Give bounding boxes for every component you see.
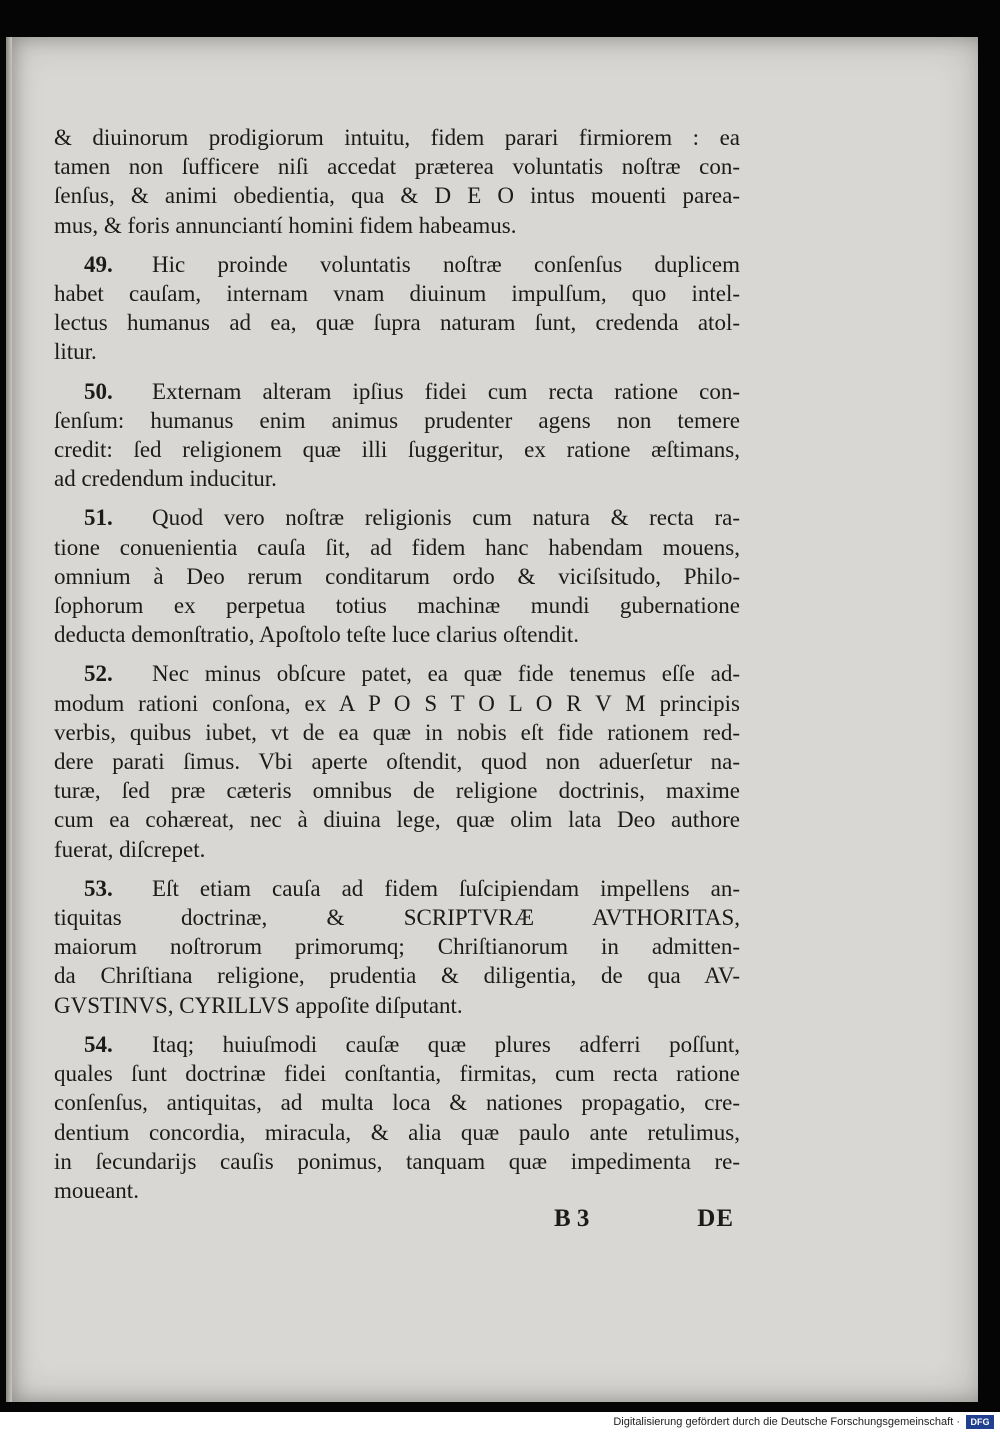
text-line	[54, 406, 740, 435]
paragraph	[54, 503, 740, 649]
text-line	[54, 464, 740, 493]
text-line	[54, 747, 740, 776]
book-page	[6, 37, 978, 1402]
line-text: turæ, ſed præ cæteris omnibus de religione doctrinis, maxime	[54, 778, 740, 804]
line-text: maiorum noſtrorum primorumq; Chriſtianorum in admitten-	[54, 934, 740, 960]
text-line	[54, 776, 740, 805]
line-text: credit: ſed religionem quæ illi ſuggeritur, ex ratione æſtimans,	[54, 437, 740, 463]
signature-mark: B 3	[554, 1205, 590, 1232]
line-text: verbis, quibus iubet, vt de ea quæ in nobis eſt fide rationem red-	[54, 719, 740, 745]
text-line	[54, 1059, 740, 1088]
line-text: conſenſus, antiquitas, ad multa loca & nationes propagatio, cre-	[54, 1090, 740, 1116]
paragraph	[54, 1030, 740, 1205]
text-line	[54, 279, 740, 308]
line-text: tiquitas doctrinæ, & SCRIPTVRÆ AVTHORITAS,	[54, 905, 740, 931]
line-text: litur.	[54, 339, 97, 365]
line-text: habet cauſam, internam vnam diuinum impulſum, quo intel-	[54, 281, 740, 307]
paragraph-number: 50.	[84, 378, 113, 404]
paragraph	[54, 659, 740, 863]
text-line	[54, 1176, 740, 1205]
text-line	[54, 620, 740, 649]
funding-credit: Digitalisierung gefördert durch die Deutsche Forschungsgemeinschaft ·	[613, 1416, 960, 1428]
line-text: Hic proinde voluntatis noſtræ conſenſus duplicem	[152, 251, 740, 277]
line-text: ſophorum ex perpetua totius machinæ mundi gubernatione	[54, 593, 740, 619]
line-text: quales ſunt doctrinæ fidei conſtantia, firmitas, cum recta ratione	[54, 1061, 740, 1087]
line-text: ad credendum inducitur.	[54, 466, 277, 492]
text-line	[54, 991, 740, 1020]
line-text: GVSTINVS, CYRILLVS appoſite diſputant.	[54, 992, 463, 1018]
footer-bar	[0, 1412, 1000, 1434]
line-text: Nec minus obſcure patet, ea quæ fide tenemus eſſe ad-	[152, 661, 740, 687]
text-line	[54, 533, 740, 562]
paragraph	[54, 874, 740, 1020]
text-line	[54, 123, 740, 152]
line-text: mus, & foris annunciantí homini fidem habeamus.	[54, 212, 517, 238]
line-text: tione conuenientia cauſa ſit, ad fidem hanc habendam mouens,	[54, 534, 740, 560]
paragraph-number: 54.	[84, 1031, 113, 1057]
text-line	[54, 181, 740, 210]
text-line	[54, 211, 740, 240]
text-line	[54, 503, 740, 532]
line-text: tamen non ſufficere niſi accedat præterea voluntatis noſtræ con-	[54, 154, 740, 180]
line-text: Quod vero noſtræ religionis cum natura & recta ra-	[152, 505, 740, 531]
line-text: & diuinorum prodigiorum intuitu, fidem parari firmiorem : ea	[54, 125, 740, 150]
text-line	[54, 308, 740, 337]
page-gutter-edge	[6, 37, 12, 1402]
body-text	[54, 123, 740, 1215]
text-line	[54, 874, 740, 903]
signature-line	[554, 1205, 734, 1239]
line-text: dere parati ſimus. Vbi aperte oſtendit, quod non aduerſetur na-	[54, 749, 740, 775]
text-line	[54, 718, 740, 747]
text-line	[54, 435, 740, 464]
paragraph	[54, 377, 740, 494]
text-line	[54, 961, 740, 990]
text-line	[54, 1030, 740, 1059]
text-line	[54, 659, 740, 688]
text-line	[54, 152, 740, 181]
paragraph	[54, 123, 740, 240]
text-line	[54, 562, 740, 591]
line-text: lectus humanus ad ea, quæ ſupra naturam ſunt, credenda atol-	[54, 310, 740, 336]
dfg-logo: DFG	[966, 1415, 994, 1429]
text-line	[54, 1088, 740, 1117]
line-text: modum rationi conſona, ex A P O S T O L O R V M principis	[54, 690, 740, 716]
text-line	[54, 903, 740, 932]
line-text: ſenſus, & animi obedientia, qua & D E O intus mouenti parea-	[54, 183, 740, 209]
line-text: moueant.	[54, 1177, 139, 1203]
text-line	[54, 835, 740, 864]
line-text: dentium concordia, miracula, & alia quæ paulo ante retulimus,	[54, 1119, 740, 1145]
line-text: in ſecundarijs cauſis ponimus, tanquam quæ impedimenta re-	[54, 1148, 740, 1174]
text-line	[54, 377, 740, 406]
line-text: ſenſum: humanus enim animus prudenter agens non temere	[54, 407, 740, 433]
paragraph-number: 52.	[84, 661, 113, 687]
line-text: Eſt etiam cauſa ad fidem ſuſcipiendam impellens an-	[152, 875, 740, 901]
text-line	[54, 805, 740, 834]
text-line	[54, 1147, 740, 1176]
text-line	[54, 591, 740, 620]
line-text: fuerat, diſcrepet.	[54, 836, 206, 862]
catchword: DE	[697, 1205, 734, 1232]
text-line	[54, 932, 740, 961]
paragraph-number: 53.	[84, 875, 113, 901]
text-line	[54, 337, 740, 366]
line-text: da Chriſtiana religione, prudentia & diligentia, de qua AV-	[54, 963, 740, 989]
line-text: omnium à Deo rerum conditarum ordo & viciſsitudo, Philo-	[54, 563, 740, 589]
line-text: deducta demonſtratio, Apoſtolo teſte luce clarius oſtendit.	[54, 622, 580, 648]
paragraph-number: 51.	[84, 505, 113, 531]
text-line	[54, 1118, 740, 1147]
text-line	[54, 689, 740, 718]
line-text: Externam alteram ipſius fidei cum recta ratione con-	[152, 378, 740, 404]
line-text: Itaq; huiuſmodi cauſæ quæ plures adferri poſſunt,	[152, 1031, 740, 1057]
paragraph-number: 49.	[84, 251, 113, 277]
text-line	[54, 250, 740, 279]
paragraph	[54, 250, 740, 367]
line-text: cum ea cohæreat, nec à diuina lege, quæ olim lata Deo authore	[54, 807, 740, 833]
